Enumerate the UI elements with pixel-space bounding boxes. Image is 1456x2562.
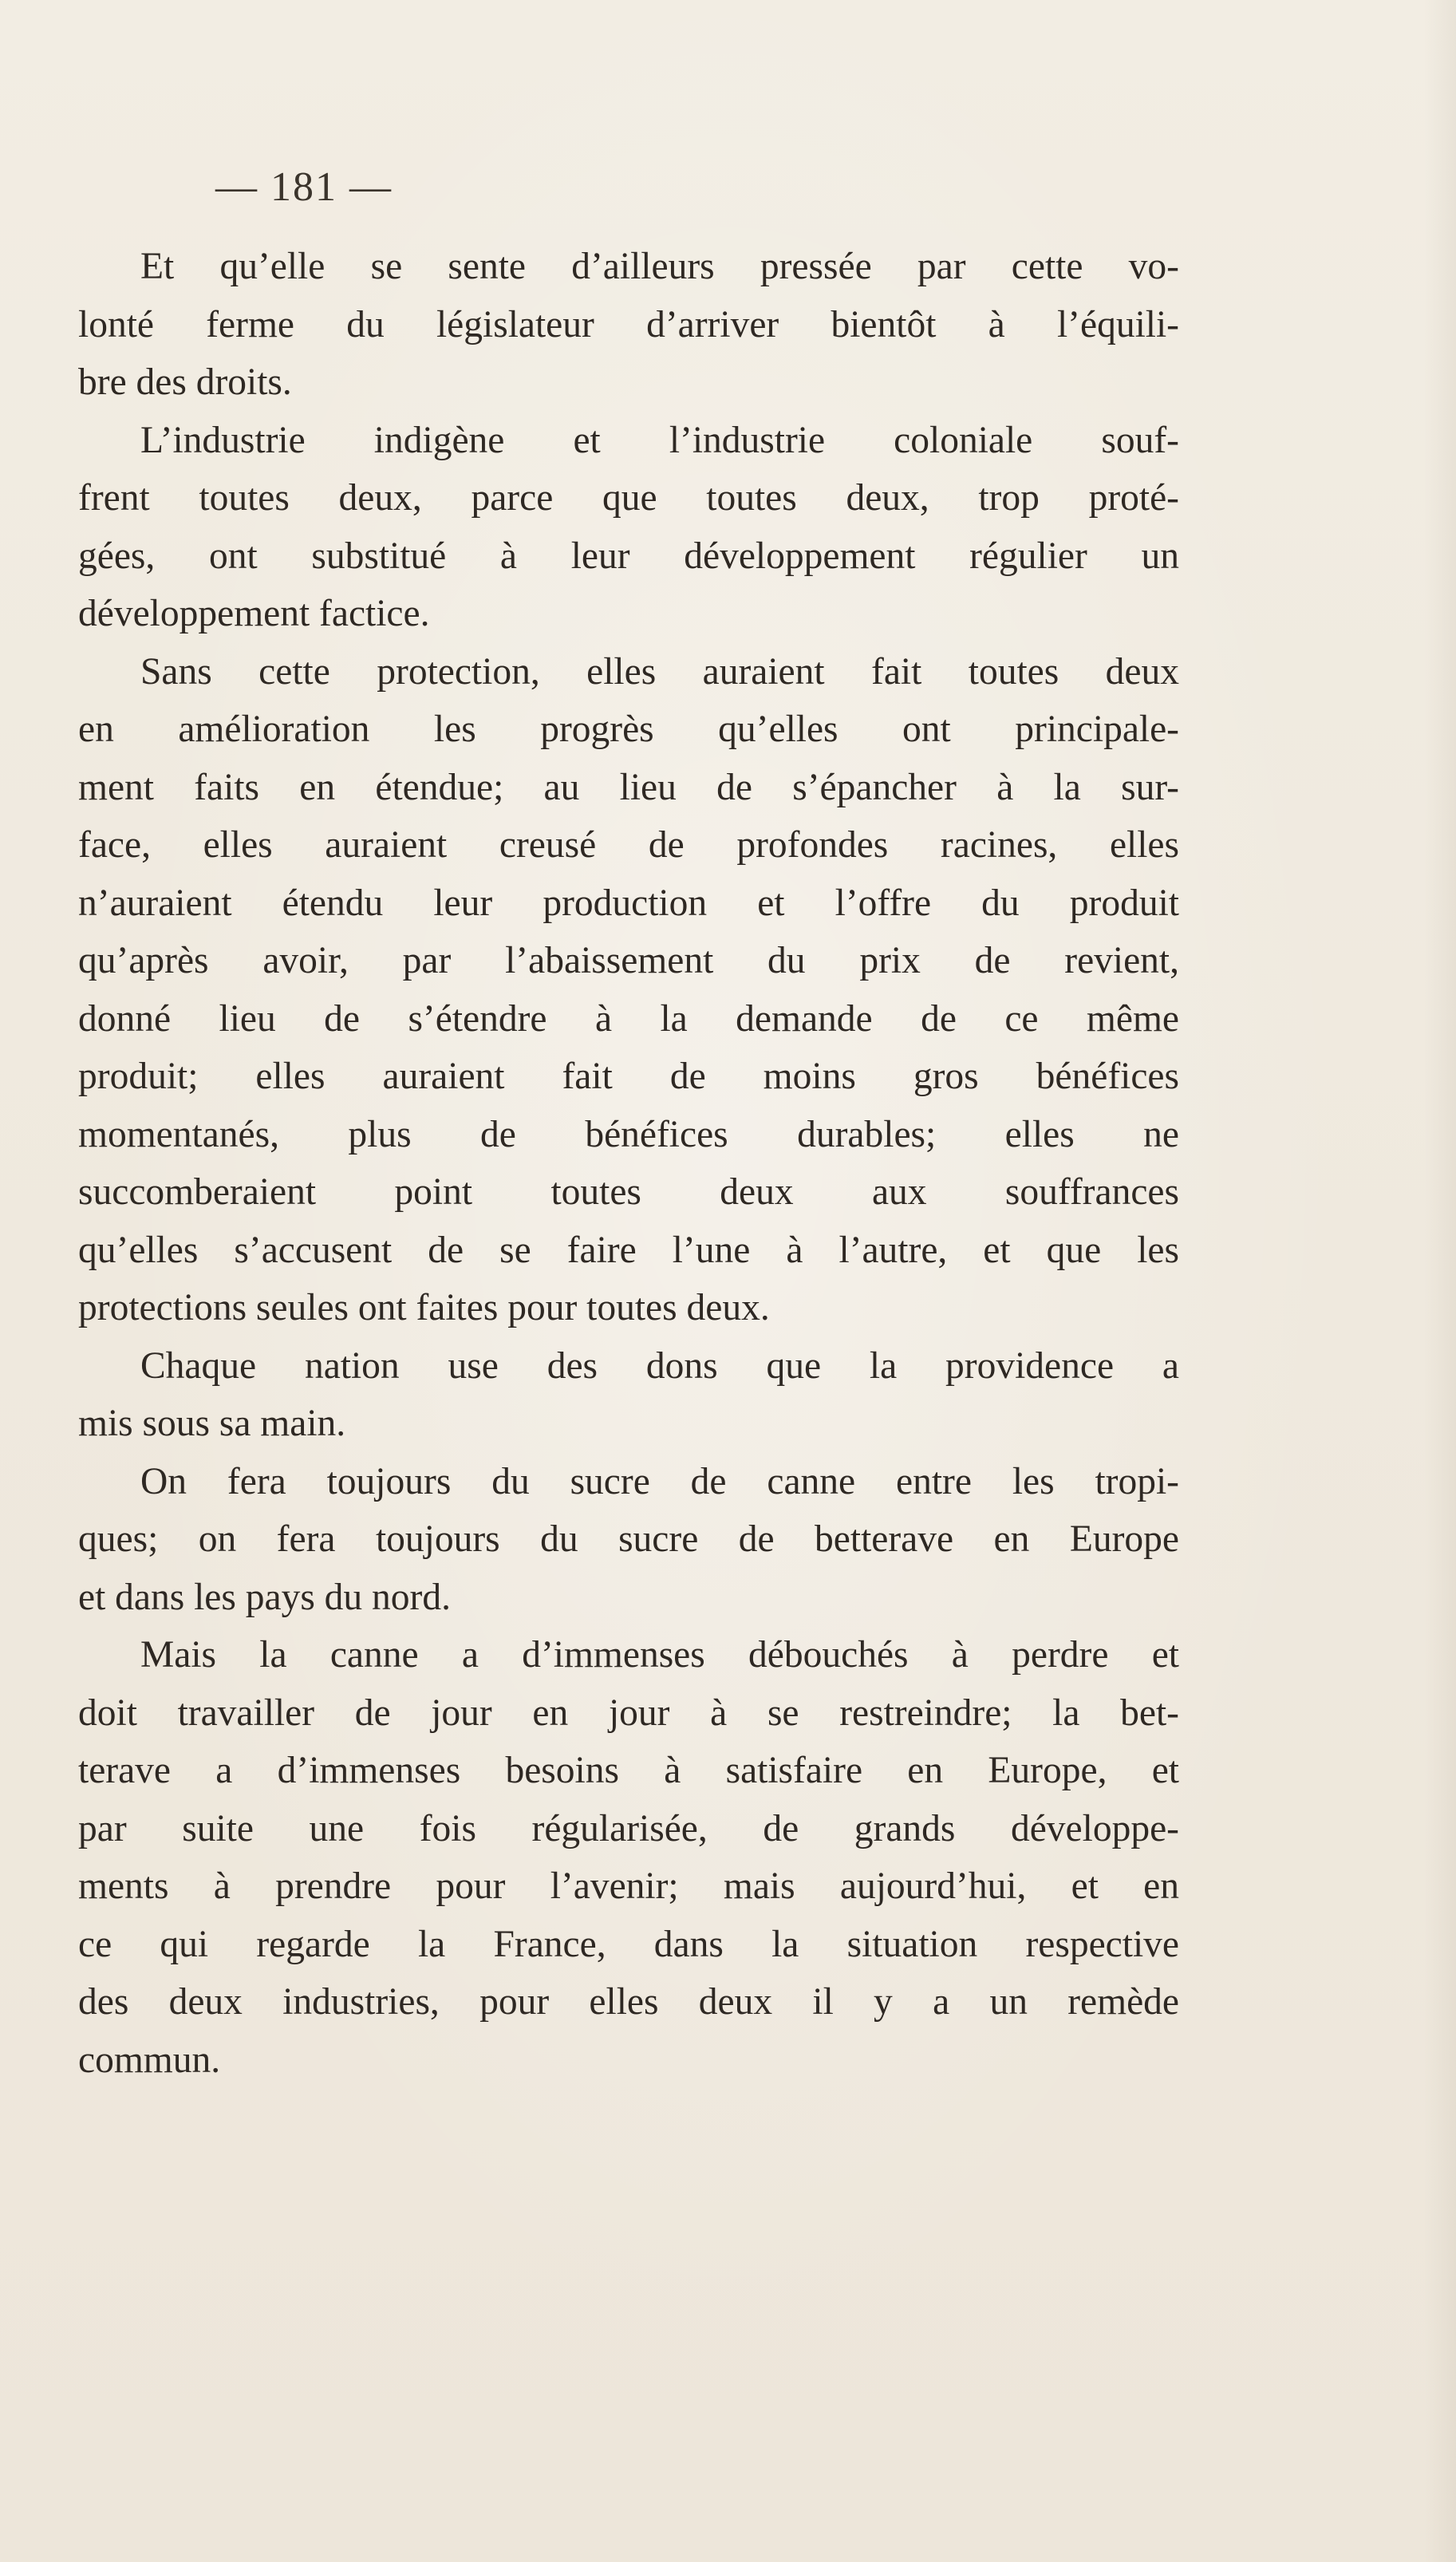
paragraph [78, 238, 1179, 412]
text-line: ce qui regarde la France, dans la situation respective [78, 1923, 1179, 1965]
text-line: en amélioration les progrès qu’elles ont principale- [78, 709, 1179, 750]
text-line: Sans cette protection, elles auraient fait toutes deux [140, 650, 1179, 693]
page-number: — 181 — [215, 164, 393, 210]
text-line: n’auraient étendu leur production et l’offre du produit [78, 882, 1179, 924]
paragraph [78, 1453, 1179, 1627]
text-line: qu’elles s’accusent de se faire l’une à l’autre, et que les [78, 1229, 1179, 1271]
text-line: Et qu’elle se sente d’ailleurs pressée par cette vo- [140, 246, 1179, 287]
paragraph [78, 1337, 1179, 1453]
paragraph [78, 1626, 1179, 2089]
body-text [78, 238, 1179, 2089]
text-line: On fera toujours du sucre de canne entre les tropi- [140, 1460, 1179, 1502]
text-line: terave a d’immenses besoins à satisfaire en Europe, et [78, 1750, 1179, 1791]
text-line: ments à prendre pour l’avenir; mais aujourd’hui, et en [78, 1865, 1179, 1907]
page-edge-shadow [1424, 0, 1456, 2562]
text-line: L’industrie indigène et l’industrie coloniale souf- [140, 419, 1179, 461]
text-line: frent toutes deux, parce que toutes deux, trop proté- [78, 477, 1179, 519]
text-line: Mais la canne a d’immenses débouchés à perdre et [140, 1634, 1179, 1676]
paragraph [78, 643, 1179, 1337]
text-line: des deux industries, pour elles deux il y a un remède [78, 1981, 1179, 2023]
text-line: mis sous sa main. [78, 1403, 346, 1444]
text-line: ment faits en étendue; au lieu de s’épancher à la sur- [78, 766, 1179, 808]
text-line: Chaque nation use des dons que la providence a [140, 1344, 1179, 1387]
text-line: bre des droits. [78, 361, 292, 403]
text-line: face, elles auraient creusé de profondes racines, elles [78, 824, 1179, 866]
text-line: ques; on fera toujours du sucre de betterave en Europe [78, 1518, 1179, 1560]
text-line: et dans les pays du nord. [78, 1576, 451, 1618]
text-line: protections seules ont faites pour toutes deux. [78, 1287, 770, 1328]
text-line: donné lieu de s’étendre à la demande de ce même [78, 997, 1179, 1040]
text-line: succomberaient point toutes deux aux souffrances [78, 1171, 1179, 1213]
text-line: doit travailler de jour en jour à se restreindre; la bet- [78, 1692, 1179, 1734]
text-line: gées, ont substitué à leur développement régulier un [78, 535, 1179, 577]
text-line: lonté ferme du législateur d’arriver bientôt à l’équili- [78, 303, 1179, 345]
text-line: momentanés, plus de bénéfices durables; elles ne [78, 1113, 1179, 1155]
text-line: développement factice. [78, 593, 430, 634]
text-line: produit; elles auraient fait de moins gros bénéfices [78, 1056, 1179, 1097]
paragraph [78, 412, 1179, 643]
text-line: par suite une fois régularisée, de grands développe- [78, 1807, 1179, 1849]
text-line: qu’après avoir, par l’abaissement du prix de revient, [78, 940, 1179, 981]
text-line: commun. [78, 2039, 221, 2081]
